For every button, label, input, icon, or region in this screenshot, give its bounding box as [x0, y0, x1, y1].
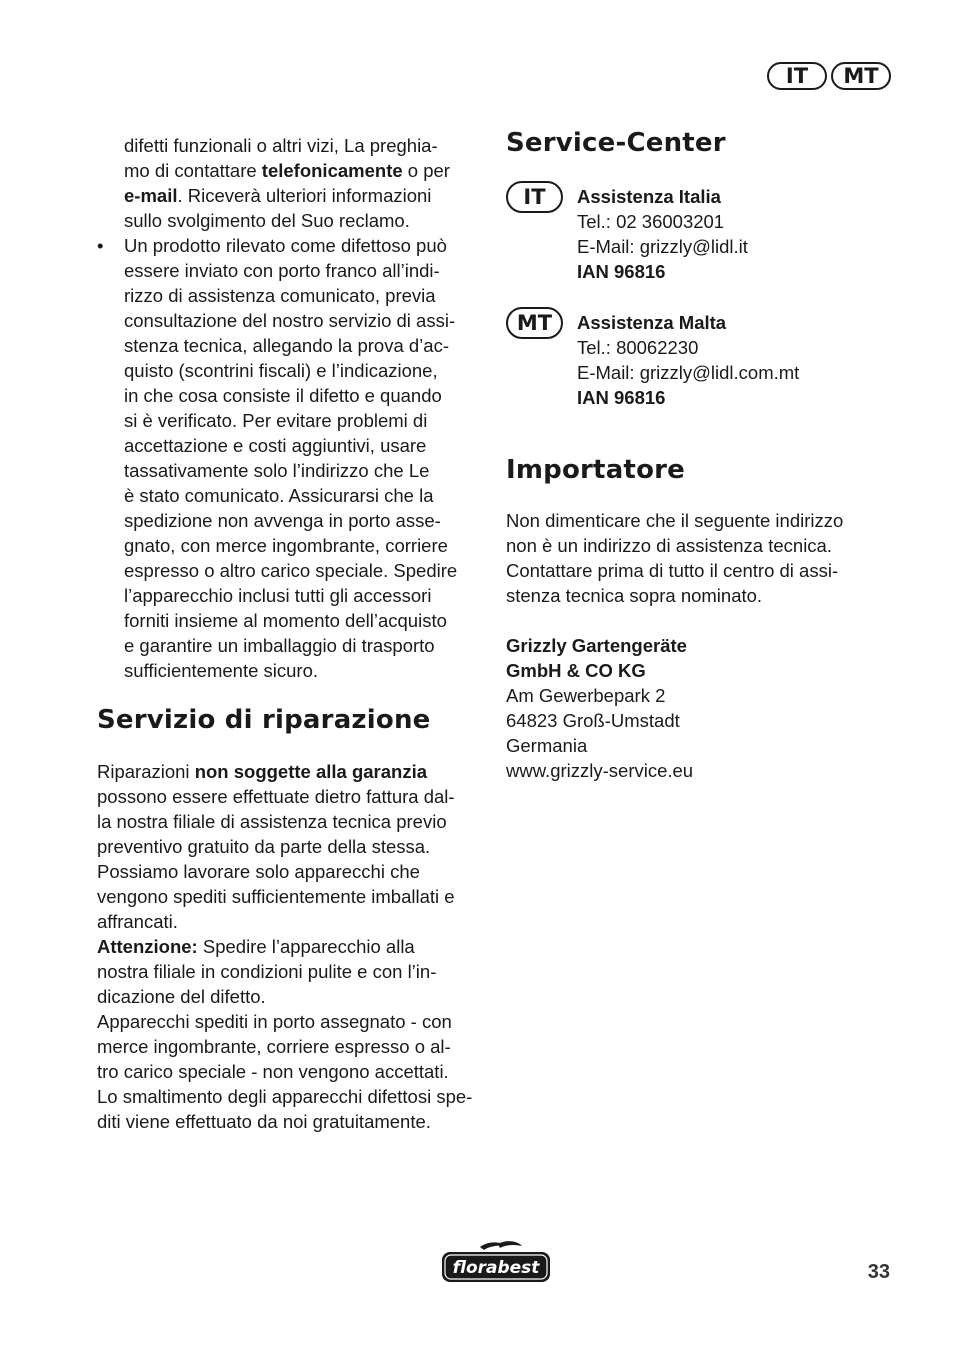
- text-line: in che cosa consiste il difetto e quando: [124, 385, 442, 406]
- center-name: Assistenza Malta: [577, 312, 727, 333]
- text-line: possono essere effettuate dietro fattura dal-: [97, 786, 455, 807]
- text-line: accettazione e costi aggiuntivi, usare: [124, 435, 427, 456]
- address-line: Germania: [506, 735, 588, 756]
- florabest-logo: [440, 1240, 552, 1284]
- text-line: Riparazioni non soggette alla garanzia: [97, 761, 428, 782]
- center-ian: IAN 96816: [577, 387, 666, 408]
- text-line: si è verificato. Per evitare problemi di: [124, 410, 428, 431]
- text-line: Apparecchi spediti in porto assegnato - con: [97, 1011, 452, 1032]
- country-tag-mt: MT: [506, 307, 563, 339]
- text-line: quisto (scontrini fiscali) e l’indicazione,: [124, 360, 438, 381]
- center-email: E-Mail: grizzly@lidl.com.mt: [577, 362, 800, 383]
- country-tag-it: IT: [506, 181, 563, 213]
- importer-address: [506, 633, 896, 783]
- center-tel: Tel.: 02 36003201: [577, 211, 725, 232]
- text-line: rizzo di assistenza comunicato, previa: [124, 285, 436, 306]
- address-line: Am Gewerbepark 2: [506, 685, 666, 706]
- service-center-mt: [506, 310, 896, 410]
- text-line: dicazione del difetto.: [97, 986, 266, 1007]
- bullet-item: [97, 233, 487, 683]
- address-line: 64823 Groß-Umstadt: [506, 710, 680, 731]
- center-name: Assistenza Italia: [577, 186, 721, 207]
- importer-note-line: Non dimenticare che il seguente indirizzo: [506, 510, 844, 531]
- text-line: vengono spediti sufficientemente imballati e: [97, 886, 455, 907]
- bold-text: Attenzione:: [97, 936, 198, 957]
- text-line: è stato comunicato. Assicurarsi che la: [124, 485, 434, 506]
- importer-note-line: stenza tecnica sopra nominato.: [506, 585, 763, 606]
- text-line: e garantire un imballaggio di trasporto: [124, 635, 435, 656]
- bold-text: non soggette alla garanzia: [194, 761, 428, 782]
- page-number: 33: [867, 1261, 890, 1283]
- service-center-it: [506, 184, 896, 284]
- text-line: nostra filiale in condizioni pulite e con l’in-: [97, 961, 437, 982]
- lang-tag-it: IT: [767, 62, 827, 90]
- text-line: consultazione del nostro servizio di assi-: [124, 310, 456, 331]
- company-name: Grizzly Gartengeräte: [506, 635, 687, 656]
- text-line: la nostra filiale di assistenza tecnica previo: [97, 811, 447, 832]
- left-column: [97, 133, 487, 1134]
- importer-heading: Importatore: [506, 455, 685, 485]
- importer-note: [506, 508, 896, 608]
- bold-text: telefonicamente: [261, 160, 403, 181]
- text-line: gnato, con merce ingombrante, corriere: [124, 535, 448, 556]
- text-line: Attenzione: Spedire l’apparecchio alla: [97, 936, 415, 957]
- repair-heading: Servizio di riparazione: [97, 705, 431, 735]
- repair-paragraph: [97, 759, 487, 1134]
- bullet-text: [124, 233, 487, 683]
- importer-note-line: non è un indirizzo di assistenza tecnica.: [506, 535, 832, 556]
- company-name: GmbH & CO KG: [506, 660, 646, 681]
- text-line: sullo svolgimento del Suo reclamo.: [124, 210, 410, 231]
- text-line: Possiamo lavorare solo apparecchi che: [97, 861, 420, 882]
- text-line: sufficientemente sicuro.: [124, 660, 319, 681]
- service-center-heading: Service-Center: [506, 128, 726, 158]
- logo-text: florabest: [452, 1258, 540, 1278]
- importer-note-line: Contattare prima di tutto il centro di assi-: [506, 560, 839, 581]
- text-line: forniti insieme al momento dell’acquisto: [124, 610, 447, 631]
- intro-paragraph: [97, 133, 487, 233]
- text-line: tassativamente solo l’indirizzo che Le: [124, 460, 430, 481]
- center-tel: Tel.: 80062230: [577, 337, 699, 358]
- center-ian: IAN 96816: [577, 261, 666, 282]
- text-line: difetti funzionali o altri vizi, La preghia-: [124, 135, 438, 156]
- text-line: Un prodotto rilevato come difettoso può: [124, 235, 447, 256]
- text-line: preventivo gratuito da parte della stessa.: [97, 836, 431, 857]
- text-line: diti viene effettuato da noi gratuitamente.: [97, 1111, 431, 1132]
- right-column: [506, 127, 896, 783]
- text-line: merce ingombrante, corriere espresso o al-: [97, 1036, 451, 1057]
- center-email: E-Mail: grizzly@lidl.it: [577, 236, 748, 257]
- bold-text: e-mail: [124, 185, 178, 206]
- text-line: mo di contattare telefonicamente o per: [124, 160, 450, 181]
- lang-tag-mt: MT: [831, 62, 891, 90]
- text-line: spedizione non avvenga in porto asse-: [124, 510, 441, 531]
- text-line: l’apparecchio inclusi tutti gli accessori: [124, 585, 432, 606]
- text-line: affrancati.: [97, 911, 178, 932]
- text-line: e-mail. Riceverà ulteriori informazioni: [124, 185, 432, 206]
- text-line: stenza tecnica, allegando la prova d’ac-: [124, 335, 449, 356]
- bullet-dot: •: [97, 235, 104, 256]
- text-line: tro carico speciale - non vengono accettati.: [97, 1061, 449, 1082]
- text-line: essere inviato con porto franco all’indi-: [124, 260, 440, 281]
- text-line: espresso o altro carico speciale. Spedire: [124, 560, 458, 581]
- text-line: Lo smaltimento degli apparecchi difettosi spe-: [97, 1086, 473, 1107]
- website: www.grizzly-service.eu: [506, 760, 694, 781]
